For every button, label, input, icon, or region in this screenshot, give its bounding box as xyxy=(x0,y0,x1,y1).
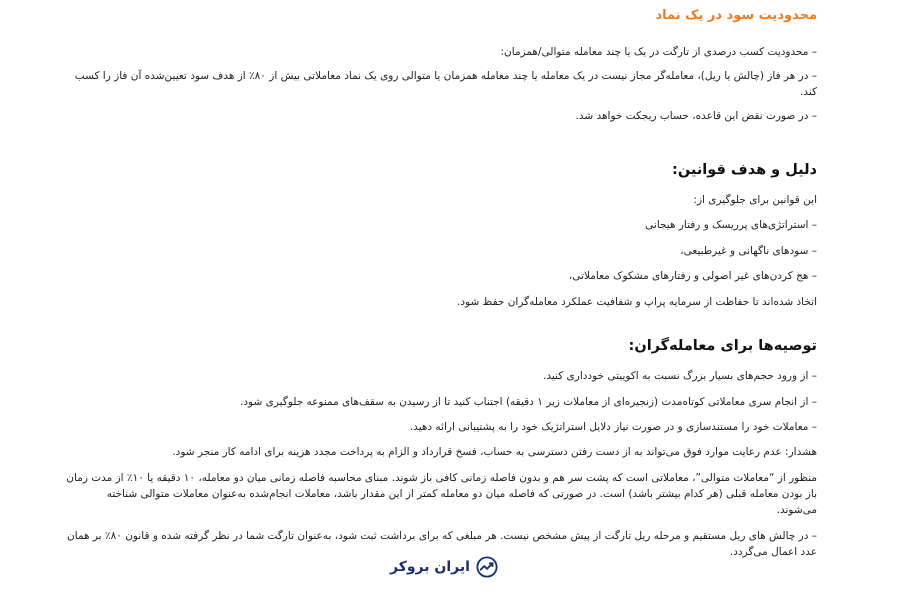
paragraph: اتخاذ شده‌اند تا حفاظت از سرمایه پراپ و شفافیت عملکرد معامله‌گران حفظ شود. xyxy=(457,296,817,308)
paragraph: – در هر فاز (چالش یا ریل)، معامله‌گر مجاز نیست در یک معامله یا چند معامله همزمان یا متوالی روی یک نماد معاملاتی بیش از ۸۰٪ از هدف سود تعیین‌شده آن فاز را کسب کند. xyxy=(74,70,817,98)
logo-text: ایران بروکر xyxy=(390,559,470,575)
trend-line-icon xyxy=(476,556,498,578)
section-title-tips: توصیه‌ها برای معامله‌گران: xyxy=(628,338,817,354)
list-item: – هج کردن‌های غیر اصولی و رفتارهای مشکوک معاملاتی، xyxy=(568,270,817,282)
list-item: – استراتژی‌های پرریسک و رفتار هیجانی xyxy=(645,219,817,231)
list-item: – معاملات خود را مستندسازی و در صورت نیاز دلایل استراتژیک خود را به پشتیبانی ارائه دهید. xyxy=(409,421,817,433)
paragraph: – محدودیت کسب درصدی از تارگت در یک یا چند معامله متوالی/همزمان: xyxy=(500,46,817,58)
paragraph: – در صورت نقض این قاعده، حساب ریجکت خواهد شد. xyxy=(575,110,817,122)
article-body xyxy=(65,0,817,594)
section-title-profit-limit: محدودیت سود در یک نماد xyxy=(655,8,817,23)
list-item: – سودهای ناگهانی و غیرطبیعی، xyxy=(680,245,817,257)
definition-text: منظور از “معاملات متوالی”، معاملاتی است که پشت سر هم و بدون فاصله زمانی کافی باز شوند. مبنای محاسبه فاصله زمانی میان دو معامله، ۱۰ دقیقه یا ۱۰٪ از مدت زمان باز بودن معامله قبلی (هر کدام بیشتر باشد) است. در صورتی که فاصله میان دو معامله کمتر از این مقدار باشد، معاملات انجام‌شده به‌عنوان معاملات متوالی شناخته می‌شوند. xyxy=(66,472,817,516)
paragraph: – در چالش های ریل مستقیم و مرحله ریل تارگت از پیش مشخص نیست. هر مبلغی که برای برداشت ثبت شود، به‌عنوان تارگت شما در نظر گرفته شده و قانون ۸۰٪ بر همان عدد اعمال می‌گردد. xyxy=(67,530,817,558)
paragraph: این قوانین برای جلوگیری از: xyxy=(693,194,817,206)
section-title-reason: دلیل و هدف قوانین: xyxy=(672,162,817,178)
brand-logo xyxy=(390,556,498,578)
list-item: – از انجام سری معاملاتی کوتاه‌مدت (زنجیره‌ای از معاملات زیر ۱ دقیقه) اجتناب کنید تا از رسیدن به سقف‌های ممنوعه جلوگیری شود. xyxy=(240,396,817,408)
warning-text: هشدار: عدم رعایت موارد فوق می‌تواند به از دست رفتن دسترسی به حساب، فسخ قرارداد و الزام به پرداخت مجدد هزینه برای ادامه کار منجر شود. xyxy=(172,446,817,458)
list-item: – از ورود حجم‌های بسیار بزرگ نسبت به اکوییتی خودداری کنید. xyxy=(543,370,817,382)
